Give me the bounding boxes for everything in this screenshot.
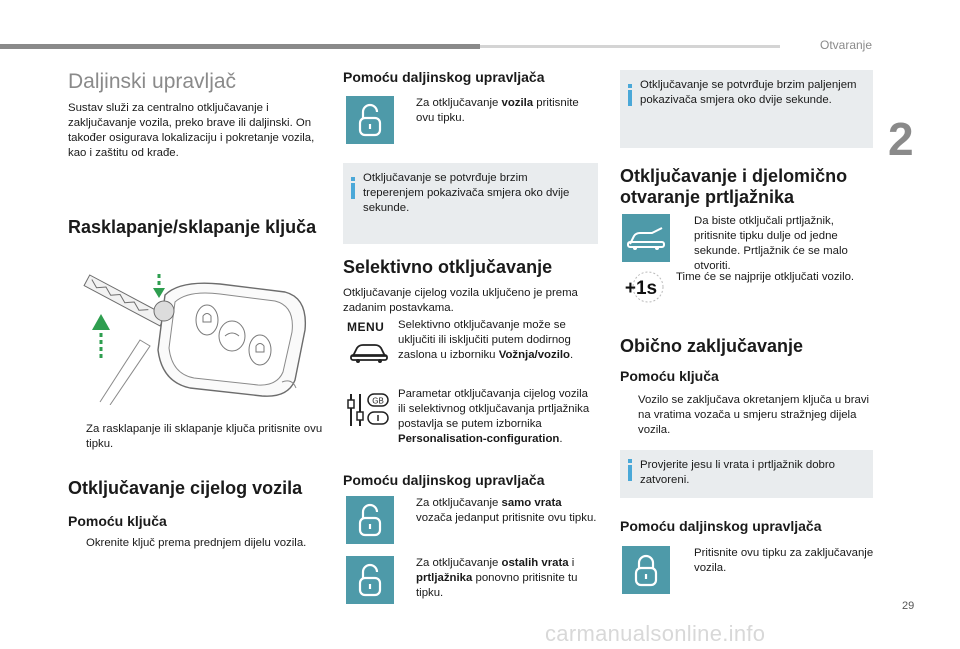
trunk-note: Time će se najprije otključati vozilo. — [676, 271, 855, 283]
lock-remote-bullet: Pritisnite ovu tipku za zaključavanje vozila. — [694, 547, 874, 574]
open-padlock-icon — [346, 96, 394, 144]
info-icon — [628, 84, 632, 106]
closed-padlock-icon — [622, 546, 670, 594]
car-icon — [349, 342, 389, 364]
lock-key-title: Pomoću ključa — [620, 368, 719, 384]
lock-remote-title: Pomoću daljinskog upravljača — [620, 518, 822, 534]
section-title: Daljinski upravljač — [68, 70, 237, 93]
settings-sliders-icon — [346, 390, 392, 430]
remote2-bullet-2: Za otključavanje ostalih vrata i prtljažnika ponovno pritisnite tu tipku. — [416, 557, 578, 599]
remote-bullet: Za otključavanje vozila pritisnite ovu tipku. — [416, 97, 579, 124]
plus-one-second-icon — [618, 270, 664, 304]
info-box-check: Provjerite jesu li vrata i prtljažnik dobro zatvoreni. — [620, 450, 873, 498]
unlock-all-title: Otključavanje cijelog vozila — [68, 478, 303, 498]
info-icon — [628, 459, 632, 481]
remote2-title: Pomoću daljinskog upravljača — [343, 472, 545, 488]
open-padlock-icon — [346, 556, 394, 604]
by-key-title: Pomoću ključa — [68, 513, 167, 529]
chapter-name: Otvaranje — [820, 38, 873, 52]
chapter-number: 2 — [888, 113, 914, 165]
info-box-flash: Otključavanje se potvrđuje brzim paljenjem pokazivača smjera oko dvije sekunde. — [620, 70, 873, 148]
by-key-bullet: Okrenite ključ prema prednjem dijelu vozila. — [86, 537, 307, 549]
header-rule — [0, 44, 480, 49]
open-padlock-icon — [346, 496, 394, 544]
watermark: carmanualsonline.info — [545, 621, 766, 646]
selective-intro: Otključavanje cijelog vozila uključeno je prema zadanim postavkama. — [343, 287, 578, 314]
info-icon — [351, 177, 355, 199]
lock-key-bullet: Vozilo se zaključava okretanjem ključa u bravi na vratima vozača u smjeru stražnjeg dijela vozila. — [638, 394, 870, 436]
info-box-blink: Otključavanje se potvrđuje brzim treperenjem pokazivača smjera oko dvije sekunde. — [343, 163, 598, 244]
trunk-bullet: Da biste otključali prtljažnik, pritisnite tipku dulje od jedne sekunde. Prtljažnik će se malo otvoriti. — [694, 215, 848, 272]
remote-title: Pomoću daljinskog upravljača — [343, 69, 545, 85]
folding-bullet: Za rasklapanje ili sklapanje ključa pritisnite ovu tipku. — [86, 423, 323, 450]
plus-one-second-label: +1s — [624, 278, 658, 299]
folding-title: Rasklapanje/sklapanje ključa — [68, 217, 317, 237]
remote2-bullet-1: Za otključavanje samo vrata vozača jedanput pritisnite ovu tipku. — [416, 497, 597, 524]
param-text: Parametar otključavanja cijelog vozila ili selektivnog otključavanja prtljažnika postavlja se putem izbornika Personalisation-configuration. — [398, 388, 590, 445]
trunk-title: Otključavanje i djelomično otvaranje prtljažnika — [620, 166, 848, 207]
menu-label: MENU — [347, 320, 385, 334]
header-rule-light — [480, 45, 780, 48]
normal-lock-title: Obično zaključavanje — [620, 336, 804, 356]
svg-text:GB: GB — [372, 396, 384, 406]
page-number: 29 — [902, 600, 915, 612]
selective-title: Selektivno otključavanje — [343, 257, 553, 277]
trunk-open-icon — [622, 214, 670, 262]
intro-paragraph: Sustav služi za centralno otključavanje i zaključavanje vozila, preko brave ili daljinski. On također osigurava lokalizaciju i pokretanje vozila, kao i zaštitu od krađe. — [68, 102, 315, 159]
selective-menu-text: Selektivno otključavanje može se uključiti ili isključiti putem dodirnog zaslona u izborniku Vožnja/vozilo. — [398, 319, 574, 361]
key-fob-illustration — [70, 270, 320, 405]
